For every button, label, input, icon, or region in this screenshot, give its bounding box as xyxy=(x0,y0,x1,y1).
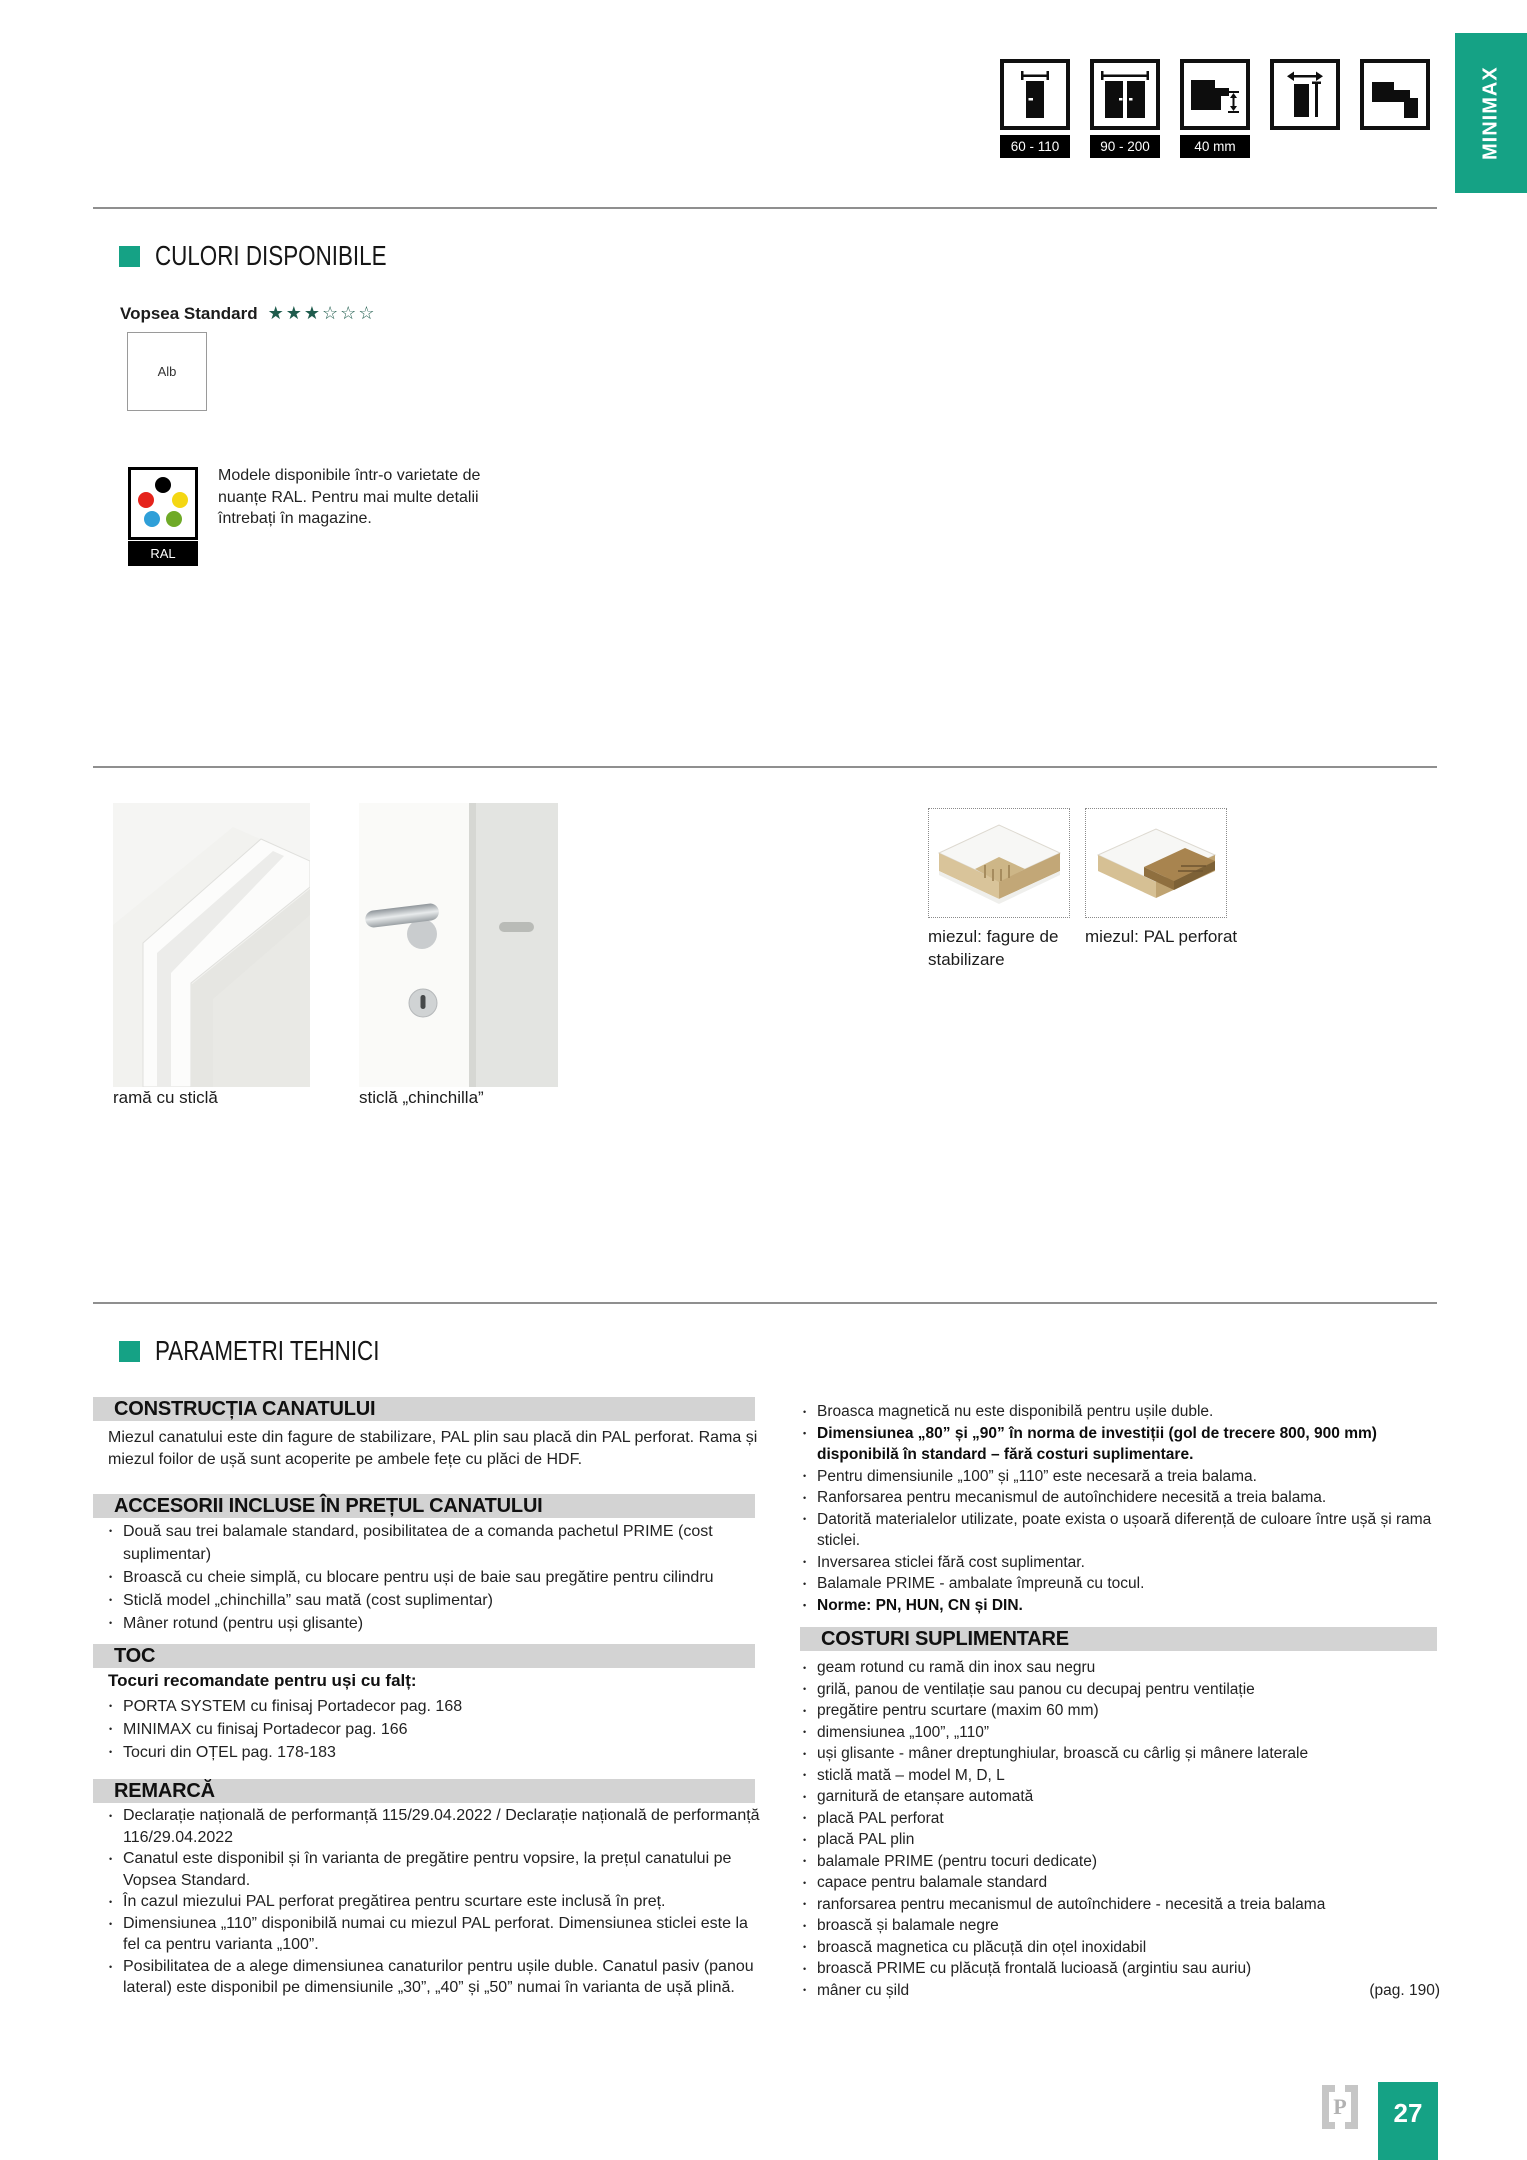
list-item: • Dimensiunea „80” și „90” în norma de investiții (gol de trecere 800, 900 mm) disponibilă în standard – fără costuri suplimentare. xyxy=(800,1423,1440,1466)
notes-list xyxy=(800,1401,1440,1616)
section-title-text: PARAMETRI TEHNICI xyxy=(155,1335,380,1366)
subsection-header-costuri: COSTURI SUPLIMENTARE xyxy=(800,1627,1437,1651)
list-item: • Dimensiunea „110” disponibilă numai cu miezul PAL perforat. Dimensiunea sticlei este la fel ca pentru varianta „100”. xyxy=(106,1913,762,1956)
list-item: • dimensiunea „100”, „110” xyxy=(800,1722,1440,1744)
double-door-width-icon xyxy=(1090,59,1160,130)
color-swatch-label: Alb xyxy=(157,364,177,379)
leaf-thickness-label: 40 mm xyxy=(1180,135,1250,158)
ral-palette-icon xyxy=(128,467,198,540)
list-item: • Inversarea sticlei fără cost suplimentar. xyxy=(800,1552,1440,1574)
remarca-list xyxy=(106,1805,762,1999)
list-item: • uși glisante - mâner dreptunghiular, broască cu cârlig și mânere laterale xyxy=(800,1743,1440,1765)
spec-pictogram-row xyxy=(1000,59,1430,158)
toc-lead: Tocuri recomandate pentru uși cu falț: xyxy=(108,1671,417,1690)
toc-list xyxy=(106,1695,758,1764)
pictogram-cell xyxy=(1180,59,1250,158)
list-item: • geam rotund cu ramă din inox sau negru xyxy=(800,1657,1440,1679)
list-item: • sticlă mată – model M, D, L xyxy=(800,1765,1440,1787)
list-item: • Ranforsarea pentru mecanismul de autoînchidere necesită a treia balama. xyxy=(800,1487,1440,1509)
photo-frame-with-glass xyxy=(113,803,310,1087)
photo-caption: ramă cu sticlă xyxy=(113,1088,218,1107)
subsection-header-constructia: CONSTRUCȚIA CANATULUI xyxy=(93,1397,755,1421)
page-reference: (pag. 190) xyxy=(1369,1981,1440,1999)
list-item: • PORTA SYSTEM cu finisaj Portadecor pag. 168 xyxy=(106,1695,758,1718)
list-item: • ranforsarea pentru mecanismul de autoînchidere - necesită a treia balama xyxy=(800,1894,1440,1916)
porta-logo xyxy=(1320,2085,1360,2129)
list-item: • Canatul este disponibil și în varianta de pregătire pentru vopsire, la prețul canatului pe Vopsea Standard. xyxy=(106,1848,762,1891)
list-item: • Mâner rotund (pentru uși glisante) xyxy=(106,1612,758,1635)
list-item: • pregătire pentru scurtare (maxim 60 mm) xyxy=(800,1700,1440,1722)
list-item: • Broască cu cheie simplă, cu blocare pentru uși de baie sau pregătire pentru cilindru xyxy=(106,1566,758,1589)
list-item: • Sticlă model „chinchilla” sau mată (cost suplimentar) xyxy=(106,1589,758,1612)
list-item: • capace pentru balamale standard xyxy=(800,1872,1440,1894)
logo-letter: P xyxy=(1333,2094,1347,2119)
subsection-header-accesorii: ACCESORII INCLUSE ÎN PREȚUL CANATULUI xyxy=(93,1494,755,1518)
section-title-culori xyxy=(119,240,444,271)
list-item-text: mâner cu șild xyxy=(817,1981,910,1999)
list-item: • Broasca magnetică nu este disponibilă pentru ușile duble. xyxy=(800,1401,1440,1423)
photo-chinchilla-glass xyxy=(359,803,558,1087)
ral-description: Modele disponibile într-o varietate de nuanțe RAL. Pentru mai multe detalii întrebați în magazine. xyxy=(218,467,481,527)
rating-stars xyxy=(268,303,377,324)
accesorii-list xyxy=(106,1520,758,1635)
single-door-width-icon xyxy=(1000,59,1070,130)
reversible-door-icon xyxy=(1270,59,1340,130)
rebated-profile-icon xyxy=(1360,59,1430,130)
costuri-list xyxy=(800,1657,1440,2001)
core-sample-honeycomb xyxy=(928,808,1070,918)
photo-caption: sticlă „chinchilla” xyxy=(359,1088,484,1107)
list-item xyxy=(800,1980,1440,2002)
constructia-text: Miezul canatului este din fagure de stabilizare, PAL plin sau placă din PAL perforat. Rama și miezul foilor de ușă sunt acoperite pe ambele fețe cu plăci de HDF. xyxy=(108,1429,758,1468)
list-item: • broască PRIME cu plăcuță frontală lucioasă (argintiu sau auriu) xyxy=(800,1958,1440,1980)
paint-label: Vopsea Standard xyxy=(120,303,258,323)
subsection-header-toc: TOC xyxy=(93,1644,755,1668)
core-sample-perforated-board xyxy=(1085,808,1227,918)
list-item: • balamale PRIME (pentru tocuri dedicate) xyxy=(800,1851,1440,1873)
list-item: • Tocuri din OȚEL pag. 178-183 xyxy=(106,1741,758,1764)
section-title-text: CULORI DISPONIBILE xyxy=(155,240,387,271)
subsection-header-remarca: REMARCĂ xyxy=(93,1779,755,1803)
list-item: • Pentru dimensiunile „100” și „110” este necesară a treia balama. xyxy=(800,1466,1440,1488)
page-number-badge: 27 xyxy=(1378,2082,1438,2160)
divider xyxy=(93,1302,1437,1304)
list-item: • Balamale PRIME - ambalate împreună cu tocul. xyxy=(800,1573,1440,1595)
pictogram-cell xyxy=(1090,59,1160,158)
list-item: • În cazul miezului PAL perforat pregătirea pentru scurtare este inclusă în preț. xyxy=(106,1891,762,1913)
ral-badge: RAL xyxy=(128,541,198,566)
list-item: • grilă, panou de ventilație sau panou cu decupaj pentru ventilație xyxy=(800,1679,1440,1701)
double-door-width-label: 90 - 200 xyxy=(1090,135,1160,158)
core-caption: miezul: fagure de stabilizare xyxy=(928,927,1059,969)
core-caption: miezul: PAL perforat xyxy=(1085,927,1238,946)
list-item: • placă PAL plin xyxy=(800,1829,1440,1851)
stars-empty-icon: ☆☆☆ xyxy=(322,303,377,323)
list-item: • MINIMAX cu finisaj Portadecor pag. 166 xyxy=(106,1718,758,1741)
list-item: • Norme: PN, HUN, CN și DIN. xyxy=(800,1595,1440,1617)
single-door-width-label: 60 - 110 xyxy=(1000,135,1070,158)
stars-filled-icon: ★★★ xyxy=(267,303,323,323)
section-bullet-square xyxy=(119,1341,140,1362)
paint-rating-row xyxy=(120,303,376,324)
divider xyxy=(93,766,1437,768)
section-bullet-square xyxy=(119,246,140,267)
leaf-thickness-icon xyxy=(1180,59,1250,130)
pictogram-cell xyxy=(1270,59,1340,158)
section-title-parametri xyxy=(119,1335,436,1366)
list-item: • broască și balamale negre xyxy=(800,1915,1440,1937)
series-tab-minimax: MINIMAX xyxy=(1455,33,1527,193)
pictogram-cell xyxy=(1000,59,1070,158)
list-item: • garnitură de etanșare automată xyxy=(800,1786,1440,1808)
list-item: • placă PAL perforat xyxy=(800,1808,1440,1830)
pictogram-cell xyxy=(1360,59,1430,158)
list-item: • Posibilitatea de a alege dimensiunea canaturilor pentru ușile duble. Canatul pasiv (panou lateral) este disponibil pe dimensiunile „30”, „40” și „50” numai în varianta de ușă plină. xyxy=(106,1956,762,1999)
list-item: • broască magnetica cu plăcuță din oțel inoxidabil xyxy=(800,1937,1440,1959)
list-item: • Două sau trei balamale standard, posibilitatea de a comanda pachetul PRIME (cost suplimentar) xyxy=(106,1520,758,1566)
color-swatch-alb xyxy=(127,332,207,411)
list-item: • Declarație națională de performanță 115/29.04.2022 / Declarație națională de performanță 116/29.04.2022 xyxy=(106,1805,762,1848)
divider xyxy=(93,207,1437,209)
list-item: • Datorită materialelor utilizate, poate exista o ușoară diferență de culoare între ușă și rama sticlei. xyxy=(800,1509,1440,1552)
